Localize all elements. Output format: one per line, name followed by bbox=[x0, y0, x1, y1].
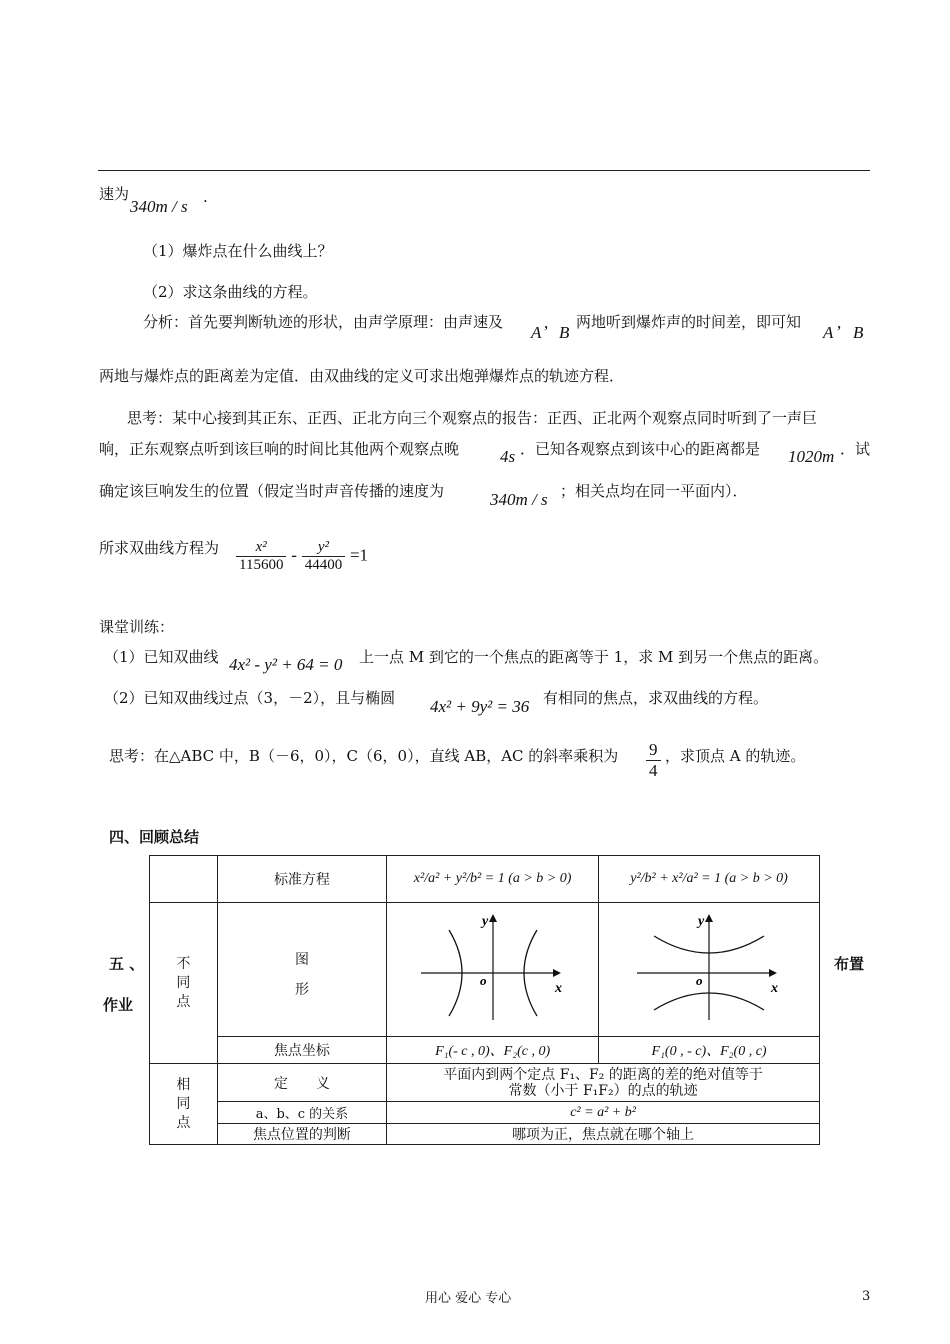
training-title: 课堂训练： bbox=[99, 618, 175, 636]
question-2: （2）求这条曲线的方程。 bbox=[143, 283, 318, 301]
focus-label: 焦点坐标 bbox=[217, 1037, 386, 1064]
horizontal-hyperbola-graph bbox=[393, 908, 593, 1028]
answer-num-2: y² bbox=[317, 539, 330, 555]
header-rule bbox=[98, 170, 870, 171]
think1-line-2c: ．试 bbox=[840, 440, 871, 458]
think2-den: 4 bbox=[646, 760, 661, 781]
think1-line-3a: 确定该巨响发生的位置（假定当时声音传播的速度为 bbox=[99, 482, 445, 500]
analysis-text-1: 分析：首先要判断轨迹的形状，由声学原理：由声速及 bbox=[143, 313, 504, 331]
section-4-heading: 四、回顾总结 bbox=[109, 828, 200, 846]
answer-den-2: 44400 bbox=[302, 556, 346, 574]
x-label: x bbox=[554, 980, 562, 996]
foci-horizontal: F₁(- c , 0)、F₂(c , 0) bbox=[387, 1037, 599, 1064]
minus-sign: - bbox=[291, 545, 297, 565]
page-number: 3 bbox=[862, 1289, 871, 1304]
position-text: 哪项为正，焦点就在哪个轴上 bbox=[387, 1124, 820, 1145]
y-axis-arrow bbox=[705, 914, 713, 922]
think2-text-b: ，求顶点 A 的轨迹。 bbox=[665, 747, 806, 765]
think1-line-1: 思考：某中心接到其正东、正西、正北方向三个观察点的报告：正西、正北两个观察点同时听到了一声巨 bbox=[127, 409, 818, 427]
summary-table bbox=[149, 855, 820, 1145]
exercise-1-expr: 4x² - y² + 64 = 0 bbox=[229, 655, 343, 674]
section-5-heading-b: 作业 bbox=[103, 996, 134, 1014]
std-eq-label: 标准方程 bbox=[217, 856, 386, 903]
graph-label-2: 形 bbox=[294, 982, 309, 998]
ellipse-eq-2: y²/b² + x²/a² = 1 (a > b > 0) bbox=[599, 856, 820, 903]
point-B-2: B bbox=[853, 323, 864, 342]
point-A-2: A bbox=[823, 323, 834, 342]
graph-label-1: 图 bbox=[294, 952, 309, 968]
answer-prefix: 所求双曲线方程为 bbox=[99, 539, 220, 557]
corner-cell bbox=[150, 856, 218, 903]
section-5-heading-a: 五 、 bbox=[109, 955, 145, 973]
speed-prefix: 速为 bbox=[99, 185, 130, 203]
footer-motto: 用心 爱心 专心 bbox=[425, 1291, 512, 1306]
think2-text-a: 思考：在△ABC 中，B（－6，0），C（6，0），直线 AB，AC 的斜率乘积为 bbox=[109, 747, 619, 765]
same-label: 相同点 bbox=[176, 1076, 191, 1131]
x-axis-arrow bbox=[553, 969, 561, 977]
graph-horizontal-cell bbox=[387, 903, 599, 1037]
graph-vertical-cell bbox=[599, 903, 820, 1037]
graph-label-cell bbox=[217, 903, 386, 1037]
y-label: y bbox=[481, 913, 488, 929]
exercise-2a: （2）已知双曲线过点（3，－2），且与椭圆 bbox=[104, 689, 396, 707]
foci-vertical: F₁(0 , - c)、F₂(0 , c) bbox=[599, 1037, 820, 1064]
exercise-2b: 有相同的焦点，求双曲线的方程。 bbox=[543, 689, 769, 707]
answer-den-1: 115600 bbox=[236, 556, 286, 574]
y-axis-arrow bbox=[489, 914, 497, 922]
origin-label: o bbox=[479, 972, 487, 988]
think1-line-3b: ；相关点均在同一平面内）． bbox=[560, 482, 748, 500]
vertical-hyperbola-graph bbox=[609, 908, 809, 1028]
section-5-heading-c: 布置 bbox=[834, 955, 865, 973]
answer-num-1: x² bbox=[255, 539, 267, 555]
definition-label: 定 义 bbox=[217, 1064, 386, 1102]
think1-line-2a: 响，正东观察点听到该巨响的时间比其他两个观察点晚 bbox=[99, 440, 460, 458]
exercise-1b: 上一点 M 到它的一个焦点的距离等于 1，求 M 到另一个焦点的距离。 bbox=[359, 648, 829, 666]
think2-fraction bbox=[646, 740, 661, 781]
analysis-text-2: 两地听到爆炸声的时间差，即可知 bbox=[576, 313, 802, 331]
definition-line-1: 平面内到两个定点 F₁、F₂ 的距离的差的绝对值等于 bbox=[443, 1066, 763, 1083]
point-A: A bbox=[531, 323, 542, 342]
time-expr: 4s bbox=[500, 447, 516, 466]
x-axis-arrow bbox=[769, 969, 777, 977]
abc-label: a、b、c 的关系 bbox=[217, 1102, 386, 1124]
distance-expr: 1020m bbox=[788, 447, 835, 466]
ellipse-eq-1: x²/a² + y²/b² = 1 (a > b > 0) bbox=[387, 856, 599, 903]
position-label: 焦点位置的判断 bbox=[217, 1124, 386, 1145]
same-label-cell bbox=[150, 1064, 218, 1145]
answer-equation bbox=[236, 539, 368, 574]
origin-label: o bbox=[696, 972, 703, 988]
think2-num: 9 bbox=[649, 740, 658, 759]
question-1: （1）爆炸点在什么曲线上？ bbox=[143, 242, 333, 260]
definition-line-2: 常数（小于 F₁F₂）的点的轨迹 bbox=[508, 1082, 698, 1099]
think1-line-2b: ．已知各观察点到该中心的距离都是 bbox=[520, 440, 761, 458]
comma-2: , bbox=[837, 313, 842, 332]
diff-label: 不同点 bbox=[176, 955, 191, 1010]
equals-one: =1 bbox=[349, 545, 369, 565]
y-label: y bbox=[698, 913, 705, 929]
point-B: B bbox=[559, 323, 570, 342]
definition-text bbox=[387, 1064, 820, 1102]
x-label: x bbox=[771, 980, 779, 996]
speed-expr-2: 340m / s bbox=[490, 490, 548, 509]
speed-expr: 340m / s bbox=[130, 197, 188, 216]
speed-period: . bbox=[203, 188, 208, 206]
abc-relation: c² = a² + b² bbox=[387, 1102, 820, 1124]
exercise-1a: （1）已知双曲线 bbox=[104, 648, 219, 666]
comma: , bbox=[544, 313, 549, 332]
diff-label-cell bbox=[150, 903, 218, 1064]
analysis-line-2: 两地与爆炸点的距离差为定值．由双曲线的定义可求出炮弹爆炸点的轨迹方程． bbox=[99, 367, 625, 385]
exercise-2-expr: 4x² + 9y² = 36 bbox=[430, 697, 530, 716]
